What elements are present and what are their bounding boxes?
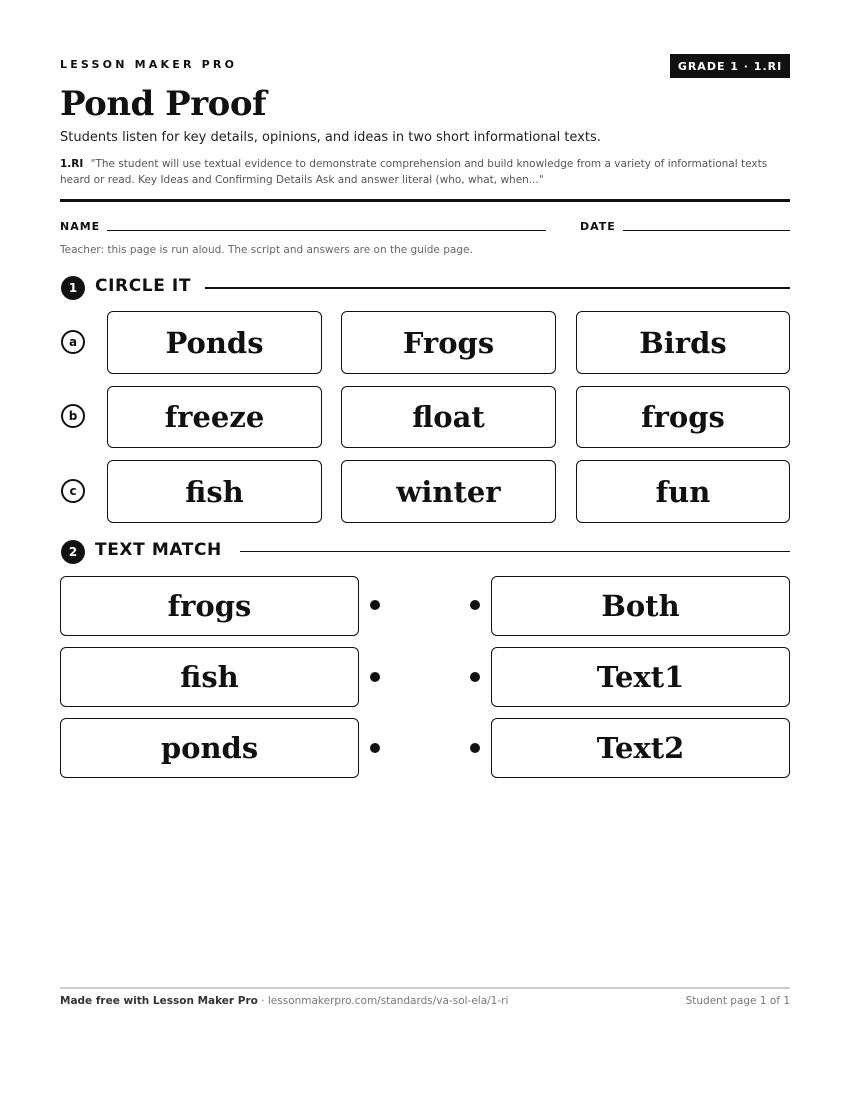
date-label: DATE [580, 220, 616, 233]
match-right-3[interactable]: Text2 [491, 718, 790, 778]
match-left-dot-1[interactable] [370, 600, 380, 610]
name-field[interactable] [107, 230, 546, 231]
match-right-1[interactable]: Both [491, 576, 790, 636]
option-c-3[interactable]: fun [576, 460, 790, 523]
teacher-note: Teacher: this page is run aloud. The script and answers are on the guide page. [60, 244, 473, 256]
standard-description [60, 156, 790, 188]
row-a-letter: a [61, 330, 85, 354]
footer-made-with: Made free with Lesson Maker Pro [60, 995, 258, 1007]
grade-badge: GRADE 1 · 1.RI [670, 54, 790, 78]
page-title: Pond Proof [60, 84, 267, 124]
footer-page-number: Student page 1 of 1 [685, 995, 790, 1007]
option-b-2[interactable]: float [341, 386, 556, 448]
match-left-1[interactable]: frogs [60, 576, 359, 636]
match-right-dot-3[interactable] [470, 743, 480, 753]
row-c-letter: c [61, 479, 85, 503]
option-a-3[interactable]: Birds [576, 311, 790, 374]
option-c-2[interactable]: winter [341, 460, 556, 523]
section-2-title: TEXT MATCH [95, 540, 222, 560]
match-left-3[interactable]: ponds [60, 718, 359, 778]
standard-text: "The student will use textual evidence to demonstrate comprehension and build knowledge from a variety of informational texts heard or read. Key Ideas and Confirming Details Ask and answer literal (who, what, when..." [60, 158, 768, 186]
match-left-2[interactable]: fish [60, 647, 359, 707]
section-1-number: 1 [61, 276, 85, 300]
match-right-dot-1[interactable] [470, 600, 480, 610]
section-1-title: CIRCLE IT [95, 276, 192, 296]
standard-code: 1.RI [60, 158, 84, 170]
name-label: NAME [60, 220, 101, 233]
page-subtitle: Students listen for key details, opinions, and ideas in two short informational texts. [60, 130, 601, 145]
row-b-letter: b [61, 404, 85, 428]
option-a-2[interactable]: Frogs [341, 311, 556, 374]
match-right-2[interactable]: Text1 [491, 647, 790, 707]
header-divider [60, 199, 790, 202]
section-2-rule [240, 551, 790, 552]
footer-url[interactable]: · lessonmakerpro.com/standards/va-sol-ela/1-ri [257, 995, 509, 1007]
option-b-3[interactable]: frogs [576, 386, 790, 448]
option-c-1[interactable]: fish [107, 460, 322, 523]
footer-credit [60, 995, 508, 1007]
section-1-rule [205, 287, 790, 289]
match-left-dot-3[interactable] [370, 743, 380, 753]
match-right-dot-2[interactable] [470, 672, 480, 682]
section-2-number: 2 [61, 540, 85, 564]
option-a-1[interactable]: Ponds [107, 311, 322, 374]
match-left-dot-2[interactable] [370, 672, 380, 682]
option-b-1[interactable]: freeze [107, 386, 322, 448]
date-field[interactable] [623, 230, 790, 231]
brand-name: LESSON MAKER PRO [60, 58, 238, 71]
footer-divider [60, 987, 790, 989]
